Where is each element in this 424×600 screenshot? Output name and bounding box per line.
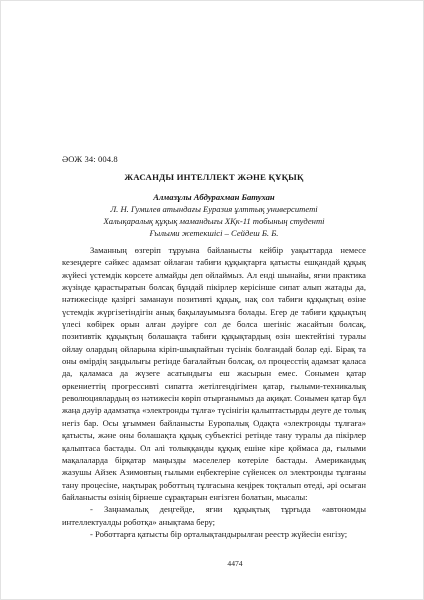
article-body [62, 244, 366, 540]
page-number: 4474 [227, 559, 243, 568]
list-item: - Роботтарға қатысты бір орталықтандырылған реестр жүйесін енгізу; [90, 528, 348, 539]
udk-code: ӘОЖ 34: 004.8 [62, 154, 118, 164]
author-affiliation-university: Л. Н. Гумилев атындағы Еуразия ұлттық университеті [110, 204, 318, 214]
body-paragraph: Заманның өзгеріп тұруына байланысты кейбір уақыттарда немесе кезеңдерге сәйкес адамзат ойлаған табиғи құқықтарға қатысты ешқандай құқық жүйесі үстемдік көрсете алмайды деп ойлаймыз. Ал енді шынайы, яғни практика жүзінде қарастыратын болсақ бұндай пікірлер керісінше сипат алып жатады да, нәтижесінде қазіргі заманауи позитивті құқық, нақ сол табиғи құқықтың өзіне үстемдік жүргізетіндігін анық бақылауымызға болады. Егер де табиғи құқықтың үлесі көбірек орын алған дәуірге сол де болса шегініс жасайтын болсақ, позитивтік құқықтың болашақта табиғи құқықтардың өзін шектейтіні туралы ойлау олардың ойларына кіріп-шықпайтын түсінік болғандай болар еді. Бірақ та оны өмірдің заңдылығы ретінде бағалайтын болсақ, ол процесстің адамзат қаласа да, қаламаса да жүзеге асатындығы еш жасырын емес. Сонымен қатар өркениеттің прогрессивті сипатта жетілгендігімен қатар, ғылыми-техникалық революциялардың өз нәтижесін көріп отырғанымыз да ақиқат. Сонымен қатар бұл жаңа дәуір адамзатқа «электронды тұлға» түсінігін қалыптастырды деуге де толық негіз бар. Осы ұғыммен байланысты Еуропалық Одақта «электронды тұлғаға» қатысты, және оны болашақта құқық субъектісі ретінде тану туралы да пікірлер қалыптаса бастады. Ол әлі толыққанды құқық ешіне кіре қоймаса да, ғылыми мақалаларда бірқатар маңызды мәселелер көтеріле бастады. Американдық жазушы Айзек Азимовтың ғылыми еңбектеріне сүйенсек ол электронды тұлғаны тану процесіне, нақтырақ роботтың тұлғасына кеңірек тоқталып өтеді, әрі осыған байланысты өзінің бірнеше сұрақтарын енгізген болатын, мысалы: [62, 245, 366, 502]
author-supervisor: Ғылыми жетекшісі – Сейдеш Б. Б. [149, 228, 279, 238]
author-affiliation-group: Халықаралық құқық мамандығы ХҚк-11 тобының студенті [103, 216, 325, 226]
author-block [62, 191, 366, 239]
list-item: - Заңнамалық деңгейде, яғни құқықтық тұрғыда «автономды интеллектуалды роботқа» анықтама беру; [62, 504, 366, 527]
article-title: ЖАСАНДЫ ИНТЕЛЛЕКТ ЖӘНЕ ҚҰҚЫҚ [124, 172, 304, 182]
author-name: Алмазұлы Абдурахман Батухан [153, 192, 275, 202]
